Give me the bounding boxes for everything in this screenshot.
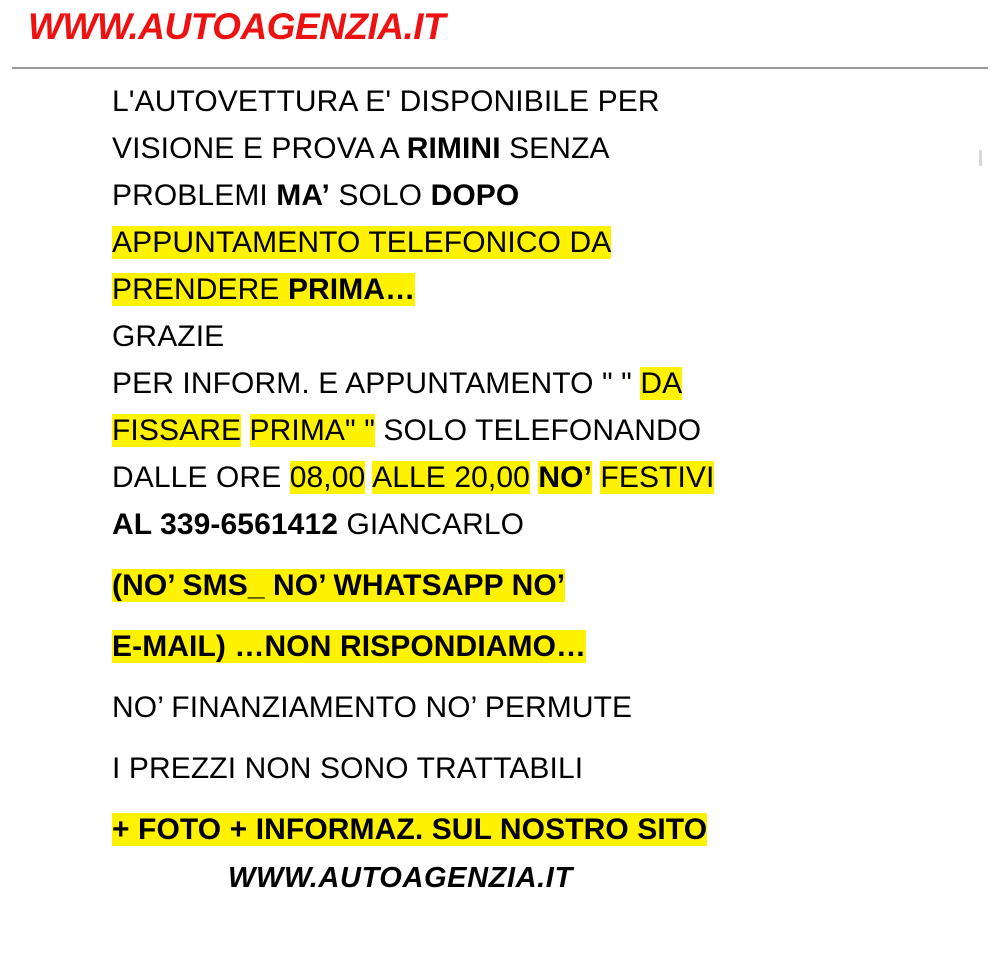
advert-text-block (112, 78, 972, 853)
advert-line-15 (112, 806, 972, 853)
text-segment: ALLE 20,00 (372, 461, 530, 494)
text-segment: (NO’ SMS_ NO’ WHATSAPP NO’ (112, 569, 566, 602)
text-segment: DALLE ORE (112, 461, 290, 494)
text-segment: I PREZZI NON SONO TRATTABILI (112, 752, 584, 785)
advert-line-6 (112, 313, 972, 360)
header-site-banner: WWW.AUTOAGENZIA.IT (28, 6, 446, 47)
text-segment: PER INFORM. E APPUNTAMENTO " " (112, 367, 641, 400)
text-segment (241, 414, 249, 447)
advert-line-7 (112, 360, 972, 407)
advert-line-5 (112, 266, 972, 313)
text-segment: APPUNTAMENTO TELEFONICO DA (112, 226, 612, 259)
text-segment: NO’ (538, 461, 592, 494)
advert-line-9 (112, 454, 972, 501)
text-segment: DOPO (430, 179, 520, 212)
header-divider-rule (12, 67, 988, 69)
text-segment: PRIMA… (287, 273, 416, 306)
text-segment: FESTIVI (600, 461, 715, 494)
text-segment: MA’ (276, 179, 330, 212)
text-segment: SOLO TELEFONANDO (374, 414, 702, 447)
advert-line-2 (112, 125, 972, 172)
advert-line-3 (112, 172, 972, 219)
footer-site-url: WWW.AUTOAGENZIA.IT (228, 862, 573, 894)
advert-line-8 (112, 407, 972, 454)
text-segment: FISSARE (112, 414, 242, 447)
text-segment: SOLO (329, 179, 431, 212)
text-segment: + FOTO + INFORMAZ. SUL NOSTRO SITO (112, 813, 708, 846)
advert-line-11 (112, 562, 972, 609)
text-segment: GIANCARLO (338, 508, 525, 541)
text-segment: RIMINI (406, 132, 501, 165)
advert-line-12 (112, 623, 972, 670)
text-segment: E-MAIL) …NON RISPONDIAMO… (112, 630, 587, 663)
text-segment: PROBLEMI (112, 179, 277, 212)
text-segment: NO’ FINANZIAMENTO NO’ PERMUTE (112, 691, 633, 724)
text-segment: AL 339-6561412 (112, 508, 339, 541)
advert-line-10 (112, 501, 972, 548)
advert-line-1 (112, 78, 972, 125)
advert-line-4 (112, 219, 972, 266)
text-segment: DA (640, 367, 683, 400)
advert-line-13 (112, 684, 972, 731)
text-segment: L'AUTOVETTURA E' DISPONIBILE PER (112, 85, 660, 118)
text-segment: PRIMA" " (249, 414, 375, 447)
text-segment: PRENDERE (112, 273, 288, 306)
text-segment: SENZA (500, 132, 610, 165)
advert-line-14 (112, 745, 972, 792)
text-segment: VISIONE E PROVA A (112, 132, 407, 165)
text-segment: GRAZIE (112, 320, 225, 353)
text-segment: 08,00 (289, 461, 366, 494)
scan-edge-mark (979, 150, 982, 166)
